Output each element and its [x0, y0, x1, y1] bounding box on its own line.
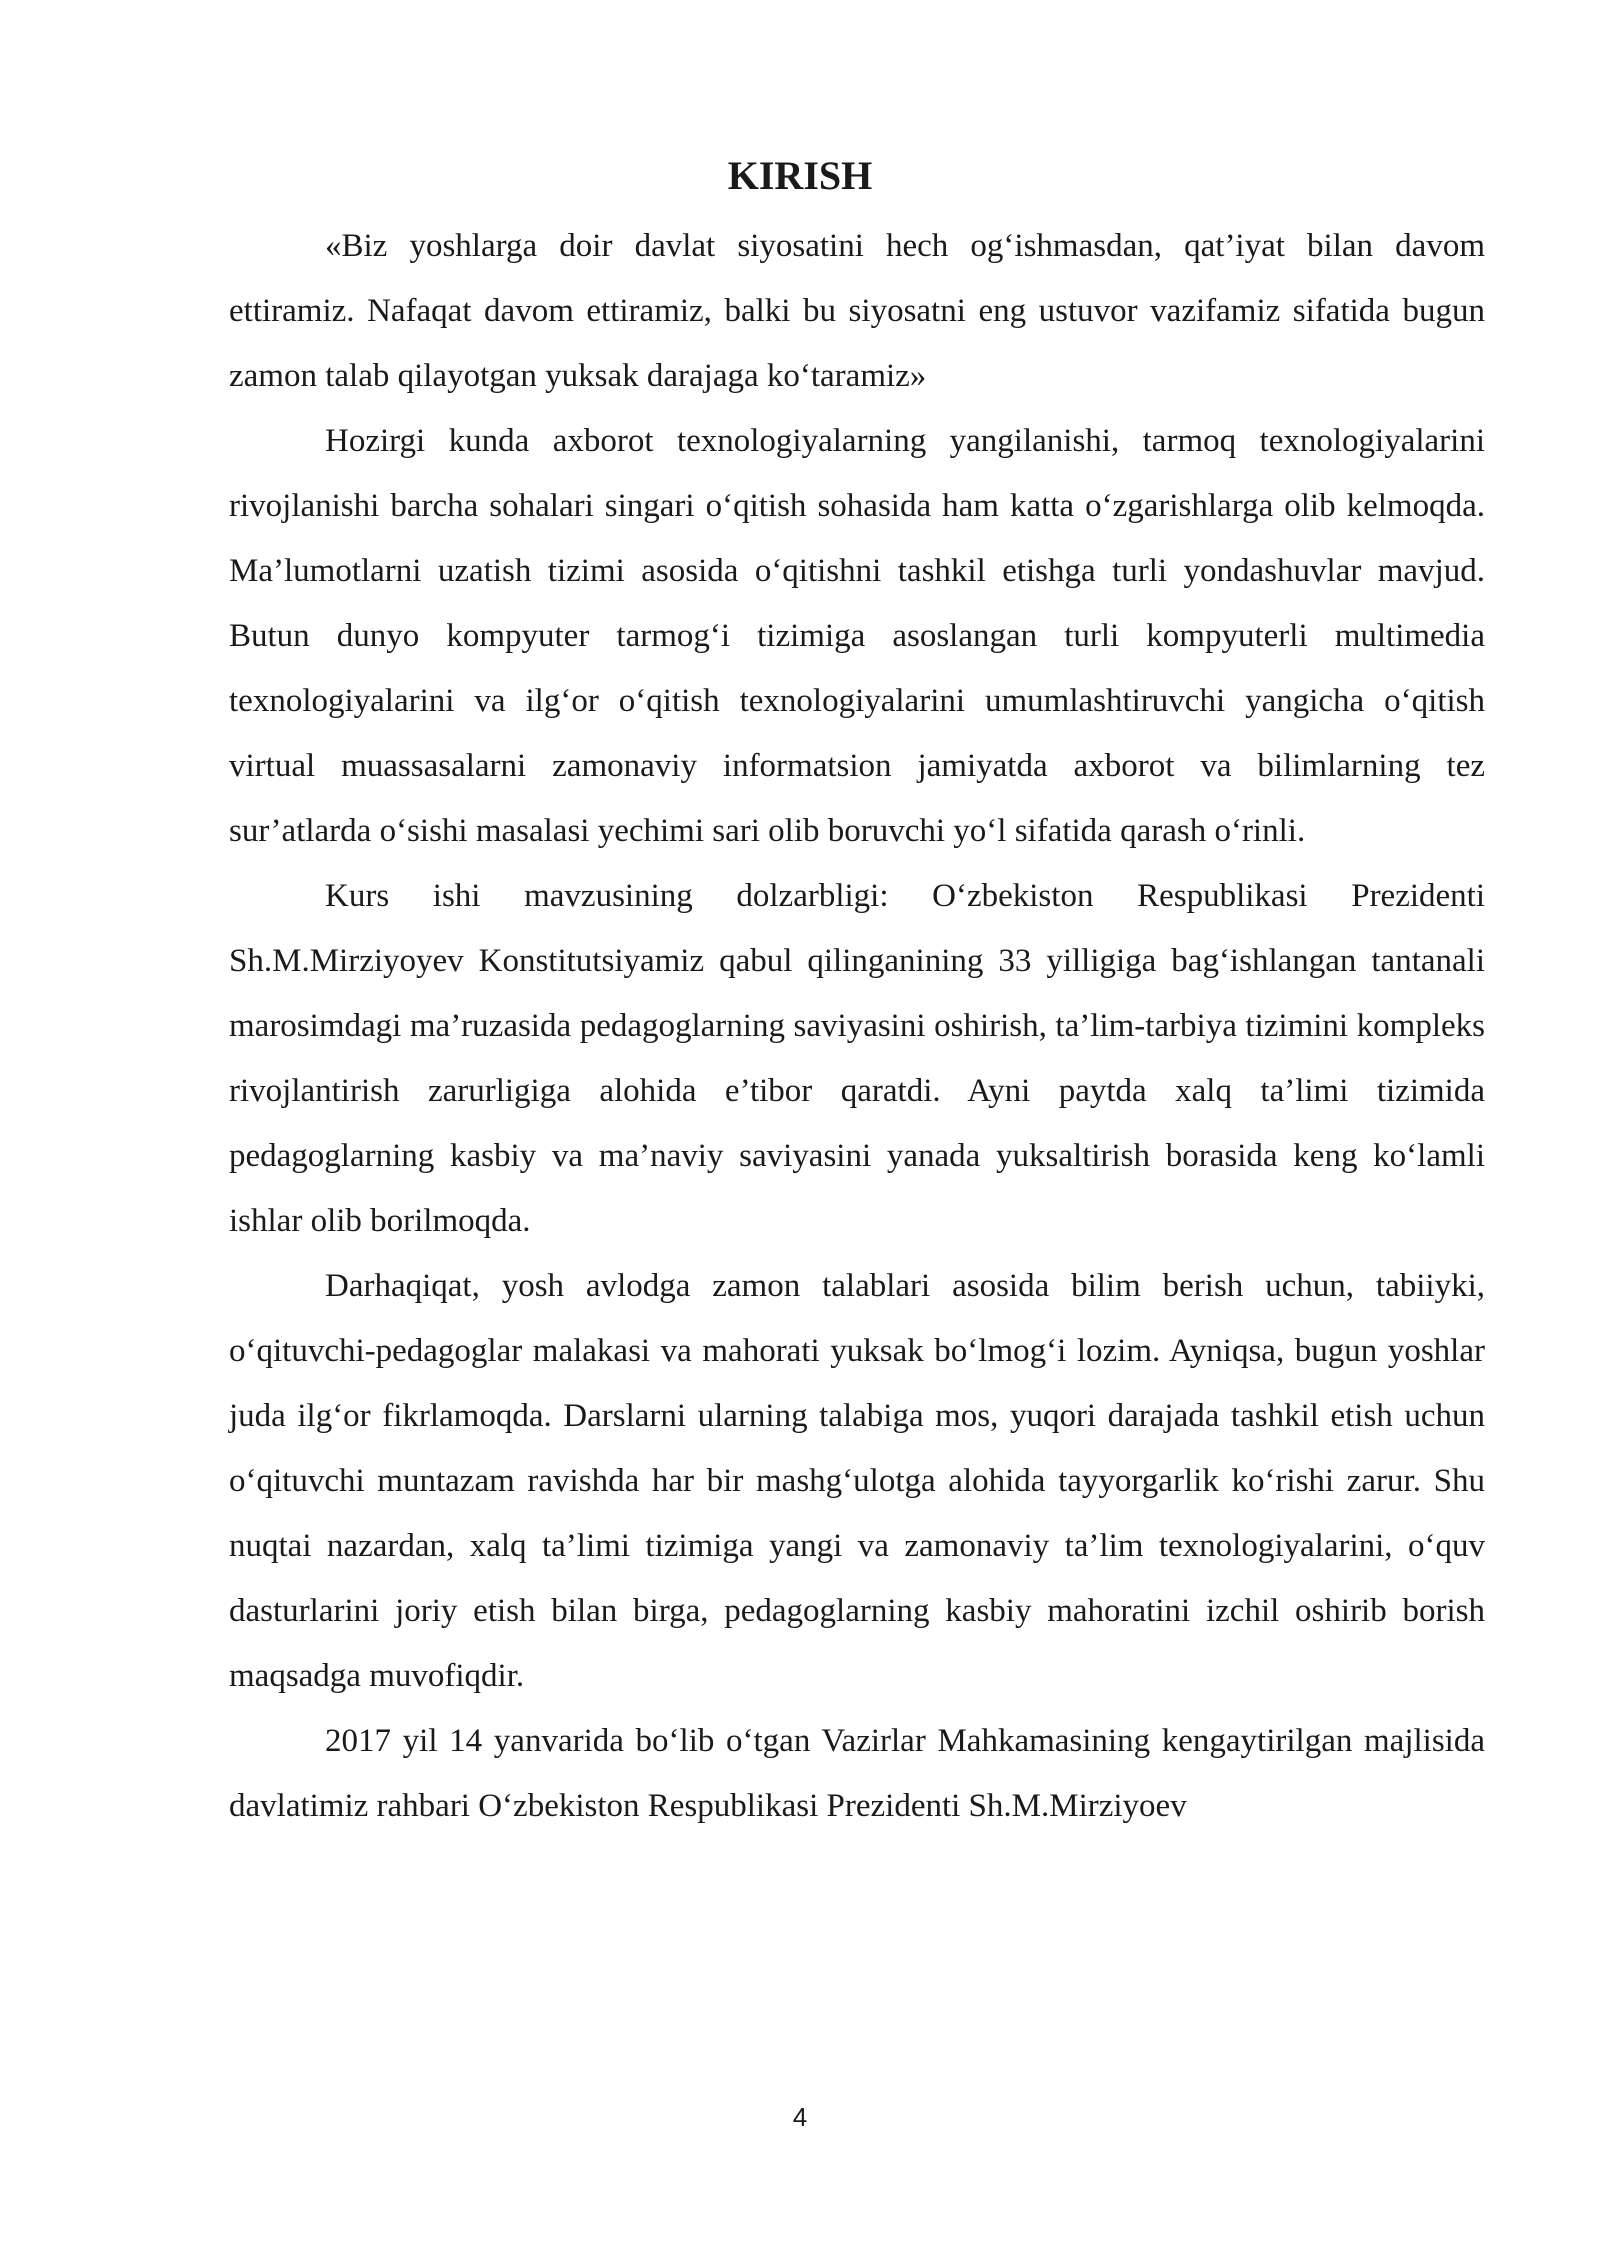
paragraph-quote: «Biz yoshlarga doir davlat siyosatini hech og‘ishmasdan, qat’iyat bilan davom ettiramiz. Nafaqat davom ettiramiz, balki bu siyosatni eng ustuvor vazifamiz sifatida bugun zamon talab qilayotgan yuksak darajaga ko‘taramiz»	[229, 228, 1485, 394]
paragraph-teachers: Darhaqiqat, yosh avlodga zamon talablari asosida bilim berish uchun, tabiiyki, o‘qituvchi-pedagoglar malakasi va mahorati yuksak bo‘lmog‘i lozim. Ayniqsa, bugun yoshlar juda ilg‘or fikrlamoqda. Darslarni ularning talabiga mos, yuqori darajada tashkil etish uchun o‘qituvchi muntazam ravishda har bir mashg‘ulotga alohida tayyorgarlik ko‘rishi zarur. Shu nuqtai nazardan, xalq ta’limi tizimiga yangi va zamonaviy ta’lim texnologiyalarini, o‘quv dasturlarini joriy etish bilan birga, pedagoglarning kasbiy mahoratini izchil oshirib borish maqsadga muvofiqdir.	[229, 1268, 1485, 1694]
paragraph-relevance: Kurs ishi mavzusining dolzarbligi: O‘zbekiston Respublikasi Prezidenti Sh.M.Mirziyoyev Konstitutsiyamiz qabul qilinganining 33 yilligiga bag‘ishlangan tantanali marosimdagi ma’ruzasida pedagoglarning saviyasini oshirish, ta’lim-tarbiya tizimini kompleks rivojlantirish zarurligiga alohida e’tibor qaratdi. Ayni paytda xalq ta’limi tizimida pedagoglarning kasbiy va ma’naviy saviyasini yanada yuksaltirish borasida keng ko‘lamli ishlar olib borilmoqda.	[229, 878, 1485, 1239]
paragraph-meeting: 2017 yil 14 yanvarida bo‘lib o‘tgan Vazirlar Mahkamasining kengaytirilgan majlisida davlatimiz rahbari O‘zbekiston Respublikasi Prezidenti Sh.M.Mirziyoev	[229, 1723, 1485, 1824]
section-heading: KIRISH	[727, 153, 873, 198]
paragraph-it-context: Hozirgi kunda axborot texnologiyalarning yangilanishi, tarmoq texnologiyalarini rivojlanishi barcha sohalari singari o‘qitish sohasida ham katta o‘zgarishlarga olib kelmoqda. Ma’lumotlarni uzatish tizimi asosida o‘qitishni tashkil etishga turli yondashuvlar mavjud. Butun dunyo kompyuter tarmog‘i tizimiga asoslangan turli kompyuterli multimedia texnologiyalarini va ilg‘or o‘qitish texnologiyalarini umumlashtiruvchi yangicha o‘qitish virtual muassasalarni zamonaviy informatsion jamiyatda axborot va bilimlarning tez sur’atlarda o‘sishi masalasi yechimi sari olib boruvchi yo‘l sifatida qarash o‘rinli.	[229, 423, 1485, 849]
body-text	[229, 214, 1485, 1839]
page-number: 4	[792, 2102, 808, 2132]
